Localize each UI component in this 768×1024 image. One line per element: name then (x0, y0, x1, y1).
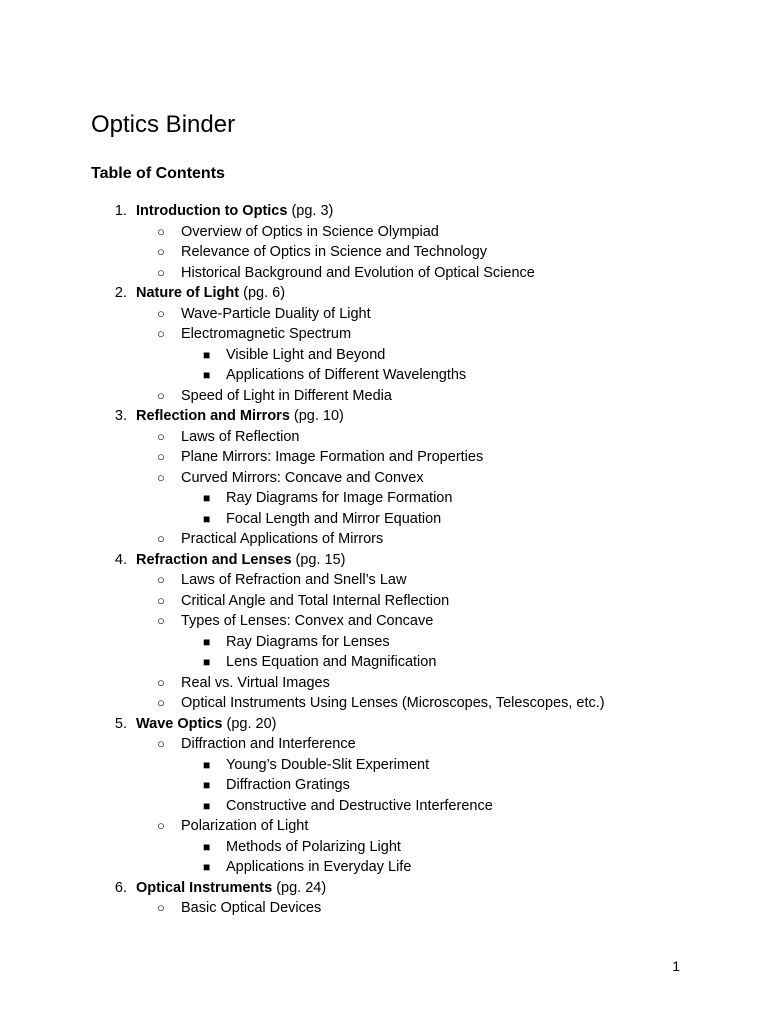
document-title: Optics Binder (91, 111, 236, 138)
subsection-title: Diffraction Gratings (226, 777, 350, 793)
section-title: Laws of Reflection (181, 428, 300, 445)
subsection-title: Methods of Polarizing Light (226, 838, 401, 855)
section-title: Laws of Refraction and Snell’s Law (181, 572, 407, 588)
toc-section (0, 386, 768, 407)
chapter-number: 2. (114, 285, 127, 301)
toc-subsection (0, 652, 768, 673)
hollow-circle-bullet-icon: ○ (157, 736, 165, 751)
toc-section (0, 242, 768, 263)
section-title: Curved Mirrors: Concave and Convex (181, 469, 424, 486)
subsection-title: Lens Equation and Magnification (226, 654, 437, 670)
chapter-page-ref: (pg. 3) (287, 203, 334, 219)
toc-section (0, 898, 768, 919)
toc-section (0, 324, 768, 345)
section-title: Speed of Light in Different Media (181, 387, 392, 404)
section-title: Relevance of Optics in Science and Technology (181, 244, 488, 260)
chapter-page-ref: (pg. 24) (272, 879, 327, 896)
toc-chapter (0, 201, 768, 222)
chapter-title: Reflection and Mirrors (136, 408, 290, 424)
section-title: Diffraction and Interference (181, 736, 356, 752)
toc-subsection (0, 755, 768, 776)
chapter-page-ref: (pg. 20) (222, 715, 277, 732)
filled-square-bullet-icon: ■ (203, 798, 211, 813)
hollow-circle-bullet-icon: ○ (157, 326, 165, 341)
chapter-title: Wave Optics (136, 715, 223, 732)
chapter-number: 3. (114, 408, 127, 424)
chapter-number: 6. (114, 879, 127, 896)
hollow-circle-bullet-icon: ○ (157, 613, 165, 628)
section-title: Critical Angle and Total Internal Reflection (181, 592, 450, 609)
filled-square-bullet-icon: ■ (203, 655, 211, 669)
toc-section (0, 222, 768, 243)
toc-subsection (0, 837, 768, 858)
section-title: Wave-Particle Duality of Light (181, 305, 371, 322)
chapter-title: Nature of Light (136, 285, 240, 301)
section-title: Plane Mirrors: Image Formation and Properties (181, 449, 484, 465)
toc-chapter (0, 406, 768, 427)
toc-subsection (0, 796, 768, 817)
toc-section (0, 591, 768, 612)
toc-section (0, 263, 768, 284)
section-title: Basic Optical Devices (181, 900, 322, 916)
hollow-circle-bullet-icon: ○ (157, 818, 165, 833)
subsection-title: Young’s Double-Slit Experiment (226, 756, 430, 773)
section-title: Electromagnetic Spectrum (181, 326, 352, 342)
toc-subsection (0, 345, 768, 366)
toc-section (0, 529, 768, 550)
filled-square-bullet-icon: ■ (203, 511, 211, 526)
hollow-circle-bullet-icon: ○ (157, 428, 165, 444)
chapter-page-ref: (pg. 6) (239, 285, 286, 301)
toc-subsection (0, 632, 768, 653)
filled-square-bullet-icon: ■ (203, 778, 211, 792)
toc-subsection (0, 775, 768, 796)
hollow-circle-bullet-icon: ○ (157, 264, 165, 280)
toc-section (0, 734, 768, 755)
toc-chapter (0, 878, 768, 899)
section-title: Types of Lenses: Convex and Concave (181, 613, 434, 629)
chapter-title: Introduction to Optics (136, 203, 288, 219)
section-title: Historical Background and Evolution of Optical Science (181, 264, 535, 281)
hollow-circle-bullet-icon: ○ (157, 674, 165, 690)
toc-section (0, 673, 768, 694)
chapter-title: Optical Instruments (136, 879, 273, 896)
hollow-circle-bullet-icon: ○ (157, 469, 165, 485)
toc-section (0, 611, 768, 632)
hollow-circle-bullet-icon: ○ (157, 572, 165, 587)
hollow-circle-bullet-icon: ○ (157, 695, 165, 710)
hollow-circle-bullet-icon: ○ (157, 305, 165, 321)
hollow-circle-bullet-icon: ○ (157, 531, 165, 546)
subsection-title: Ray Diagrams for Image Formation (226, 490, 453, 506)
subsection-title: Visible Light and Beyond (226, 346, 386, 363)
subsection-title: Applications of Different Wavelengths (226, 367, 467, 383)
toc-subsection (0, 365, 768, 386)
section-title: Real vs. Virtual Images (181, 674, 330, 691)
toc-section (0, 447, 768, 468)
filled-square-bullet-icon: ■ (203, 347, 211, 362)
toc-subsection (0, 857, 768, 878)
subsection-title: Constructive and Destructive Interference (226, 797, 493, 814)
hollow-circle-bullet-icon: ○ (157, 223, 165, 239)
chapter-page-ref: (pg. 15) (291, 551, 346, 568)
filled-square-bullet-icon: ■ (203, 368, 211, 382)
toc-chapter (0, 283, 768, 304)
hollow-circle-bullet-icon: ○ (157, 387, 165, 403)
toc-section (0, 816, 768, 837)
subsection-title: Applications in Everyday Life (226, 859, 412, 875)
toc-heading: Table of Contents (91, 165, 225, 182)
filled-square-bullet-icon: ■ (203, 634, 211, 649)
toc-subsection (0, 488, 768, 509)
chapter-title: Refraction and Lenses (136, 551, 292, 568)
toc-subsection (0, 509, 768, 530)
subsection-title: Ray Diagrams for Lenses (226, 633, 390, 650)
table-of-contents (0, 201, 768, 919)
hollow-circle-bullet-icon: ○ (157, 900, 165, 915)
section-title: Polarization of Light (181, 818, 309, 834)
hollow-circle-bullet-icon: ○ (157, 449, 165, 464)
filled-square-bullet-icon: ■ (203, 839, 211, 854)
toc-section (0, 693, 768, 714)
toc-chapter (0, 550, 768, 571)
hollow-circle-bullet-icon: ○ (157, 244, 165, 259)
toc-section (0, 570, 768, 591)
section-title: Optical Instruments Using Lenses (Microscopes, Telescopes, etc.) (181, 695, 605, 711)
filled-square-bullet-icon: ■ (203, 491, 211, 505)
chapter-page-ref: (pg. 10) (289, 408, 344, 424)
toc-section (0, 304, 768, 325)
page-number: 1 (672, 958, 680, 974)
toc-section (0, 427, 768, 448)
chapter-number: 1. (114, 203, 127, 219)
section-title: Overview of Optics in Science Olympiad (181, 223, 439, 240)
toc-chapter (0, 714, 768, 735)
chapter-number: 5. (114, 715, 127, 732)
subsection-title: Focal Length and Mirror Equation (226, 510, 442, 527)
hollow-circle-bullet-icon: ○ (157, 592, 165, 608)
section-title: Practical Applications of Mirrors (181, 531, 384, 547)
filled-square-bullet-icon: ■ (203, 860, 211, 874)
chapter-number: 4. (114, 551, 127, 568)
filled-square-bullet-icon: ■ (203, 757, 211, 772)
toc-section (0, 468, 768, 489)
